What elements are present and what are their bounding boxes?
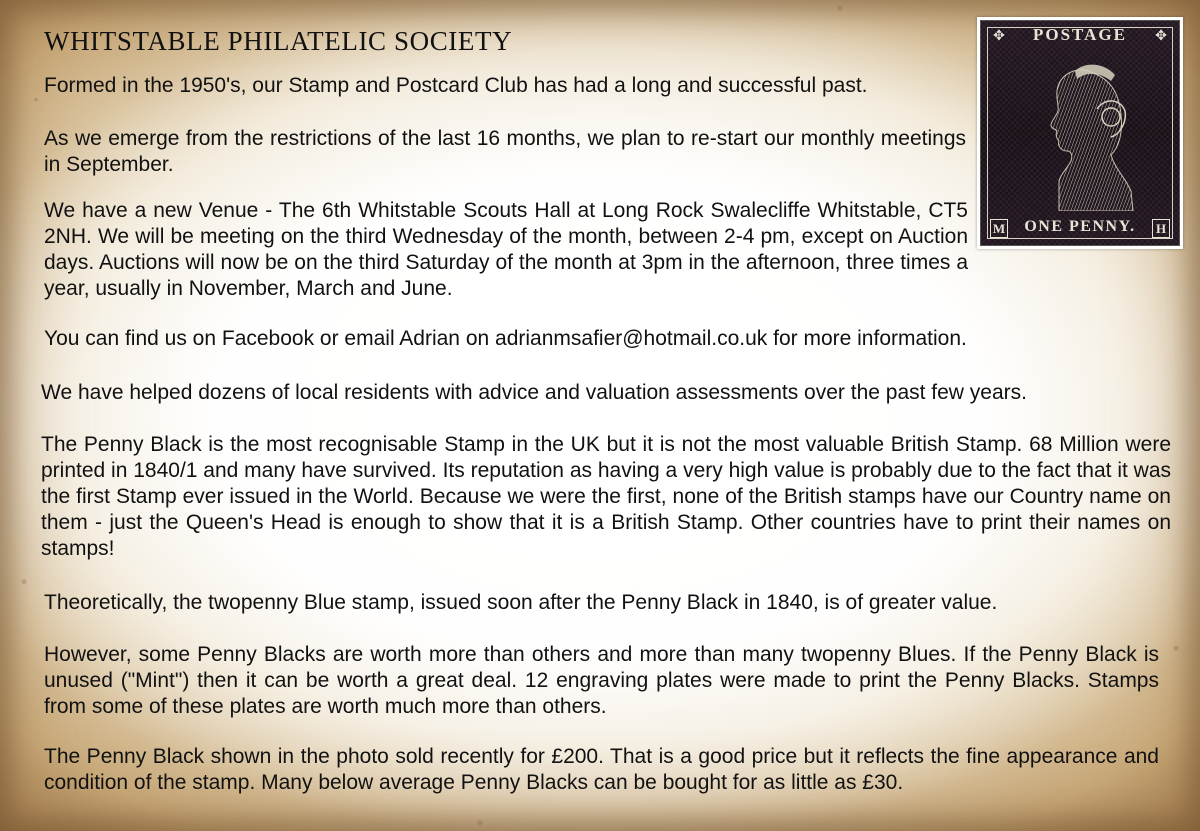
stamp-body <box>980 20 1180 246</box>
paragraph-history: Formed in the 1950's, our Stamp and Postcard Club has had a long and successful past. <box>44 74 868 97</box>
queen-portrait-icon <box>1001 51 1161 211</box>
paragraph-penny-black: The Penny Black is the most recognisable Stamp in the UK but it is not the most valuable British Stamp. 68 Million were printed in 1840/1 and many have survived. Its reputation as having a very high value is probably due to the fact that it was the first Stamp ever issued in the World. Because we were the first, none of the British stamps have our Country name on them - just the Queen's Head is enough to show that it is a British Stamp. Other countries have to print their names on stamps! <box>41 433 1172 560</box>
stamp-corner-letter-left: M <box>990 219 1008 238</box>
paragraph-venue: We have a new Venue - The 6th Whitstable Scouts Hall at Long Rock Swalecliffe Whitstable, CT5 2NH. We will be meeting on the third Wednesday of the month, between 2-4 pm, except on Auction days. Auctions will now be on the third Saturday of the month at 3pm in the afternoon, three times a year, usually in November, March and June. <box>44 199 968 300</box>
paragraph-contact: You can find us on Facebook or email Adrian on adrianmsafier@hotmail.co.uk for more information. <box>44 327 967 350</box>
stamp-corner-star-icon: ✥ <box>1155 28 1167 44</box>
stamp-corner-letter-right: H <box>1152 219 1170 238</box>
stamp-top-label: POSTAGE <box>1033 25 1127 44</box>
paragraph-plates: However, some Penny Blacks are worth more than others and more than many twopenny Blues. If the Penny Black is unused ("Mint") then it can be worth a great deal. 12 engraving plates were made to print the Penny Blacks. Stamps from some of these plates are worth much more than others. <box>44 643 1159 718</box>
page-title: WHITSTABLE PHILATELIC SOCIETY <box>44 26 513 56</box>
penny-black-stamp-image <box>977 17 1183 249</box>
stamp-bottom-label: ONE PENNY. <box>1024 218 1136 235</box>
stamp-corner-star-icon: ✥ <box>993 28 1005 44</box>
paragraph-restart: As we emerge from the restrictions of the last 16 months, we plan to re-start our monthly meetings in September. <box>44 127 966 176</box>
paragraph-helped: We have helped dozens of local residents with advice and valuation assessments over the past few years. <box>41 381 1027 404</box>
paragraph-twopenny-blue: Theoretically, the twopenny Blue stamp, issued soon after the Penny Black in 1840, is of greater value. <box>44 591 998 614</box>
paragraph-price: The Penny Black shown in the photo sold recently for £200. That is a good price but it reflects the fine appearance and condition of the stamp. Many below average Penny Blacks can be bought for as little as £30. <box>44 745 1159 794</box>
